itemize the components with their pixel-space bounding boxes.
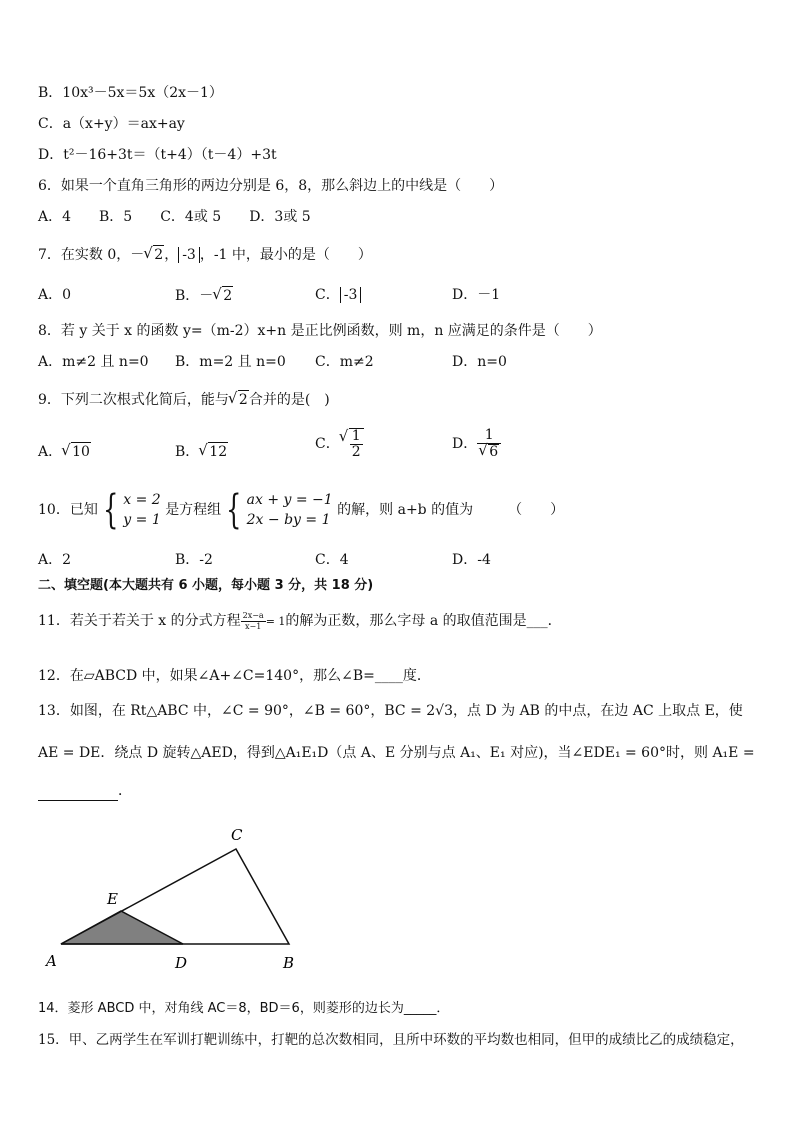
solution-system: x = 2 y = 1 <box>123 492 161 528</box>
q7-prefix: 7．在实数 0， <box>38 247 131 263</box>
q9-option-c: C． √ $\frac{1}{2}$ <box>315 428 364 460</box>
q8-option-a: A．m≠2 且 n=0 <box>38 354 149 370</box>
label-d: D <box>175 954 188 972</box>
question-7: 7．在实数 0，－√ 2， -3 ，-1 中，最小的是（ ） <box>38 245 372 264</box>
sqrt-2: √ 2 <box>144 245 164 264</box>
q9-option-d: D． 1 √ 6 <box>452 428 501 460</box>
equation-system: ax + y = −1 2x − by = 1 <box>246 492 333 528</box>
neg-sign: － <box>130 247 145 263</box>
q9-option-a: A．√ 10 <box>38 442 91 461</box>
q9-option-b: B．√ 12 <box>175 442 228 461</box>
section-2-heading: 二、填空题(本大题共有 6 小题，每小题 3 分，共 18 分) <box>38 578 374 593</box>
q10-option-a: A．2 <box>38 552 72 568</box>
question-9: 9．下列二次根式化简后，能与√ 2合并的是( ) <box>38 390 330 409</box>
q7-option-c: C． -3 <box>315 286 361 304</box>
shaded-triangle-aed <box>61 911 183 944</box>
question-13-line-1: 13．如图，在 Rt△ABC 中，∠C = 90°，∠B = 60°，BC = 2√3，点 D 为 AB 的中点，在边 AC 上取点 E，使 <box>38 703 743 719</box>
question-13-line-2: AE = DE．绕点 D 旋转△AED，得到△A₁E₁D（点 A、E 分别与点 A₁、E₁ 对应)，当∠EDE₁ = 60°时，则 A₁E = <box>38 745 755 761</box>
abs-value: -3 <box>178 247 200 263</box>
sqrt-2: √ 2 <box>229 390 249 409</box>
question-6: 6．如果一个直角三角形的两边分别是 6，8，那么斜边上的中线是（ ） <box>38 178 504 194</box>
question-15: 15．甲、乙两学生在军训打靶训练中，打靶的总次数相同，且所中环数的平均数也相同，但甲的成绩比乙的成绩稳定， <box>38 1032 744 1048</box>
q7-suffix: ，-1 中，最小的是（ ） <box>199 247 372 263</box>
q7-option-d: D．－1 <box>452 287 501 303</box>
q10-option-d: D．-4 <box>452 552 491 568</box>
label-e: E <box>107 890 118 908</box>
question-11: 11．若关于若关于 x 的分式方程 $\frac{2x-a}{x-1}$ = 1的解为正数，那么字母 a 的取值范围是___． <box>38 610 562 631</box>
q10-option-b: B．-2 <box>175 552 213 568</box>
option-d-text: D．t²－16+3t＝（t+4）（t－4）+3t <box>38 147 277 163</box>
question-14: 14．菱形 ABCD 中，对角线 AC＝8，BD＝6，则菱形的边长为_____． <box>38 1001 450 1016</box>
label-b: B <box>283 954 295 972</box>
question-10: 10．已知 { x = 2 y = 1 是方程组 { ax + y = −1 2x − by = 1 的解，则 a+b 的值为 （ ） <box>38 487 565 533</box>
q8-option-b: B．m=2 且 n=0 <box>175 354 286 370</box>
q7-option-b: B．－√ 2 <box>175 286 233 305</box>
q7-option-a: A．0 <box>38 287 72 303</box>
option-c-text: C．a（x+y）＝ax+ay <box>38 116 185 132</box>
label-a: A <box>46 952 57 970</box>
q8-option-d: D．n=0 <box>452 354 507 370</box>
q8-option-c: C．m≠2 <box>315 354 374 370</box>
question-13-line-3: ． <box>38 782 132 801</box>
question-12: 12．在▱ABCD 中，如果∠A+∠C=140°，那么∠B=____度． <box>38 668 431 684</box>
q10-option-c: C．4 <box>315 552 349 568</box>
label-c: C <box>231 826 243 844</box>
option-b-text: B．10x³－5x＝5x（2x－1） <box>38 85 223 101</box>
question-6-options: A．4 B．5 C．4或 5 D．3或 5 <box>38 209 311 225</box>
question-8: 8．若 y 关于 x 的函数 y=（m-2）x+n 是正比例函数，则 m，n 应满足的条件是（ ） <box>38 323 602 339</box>
